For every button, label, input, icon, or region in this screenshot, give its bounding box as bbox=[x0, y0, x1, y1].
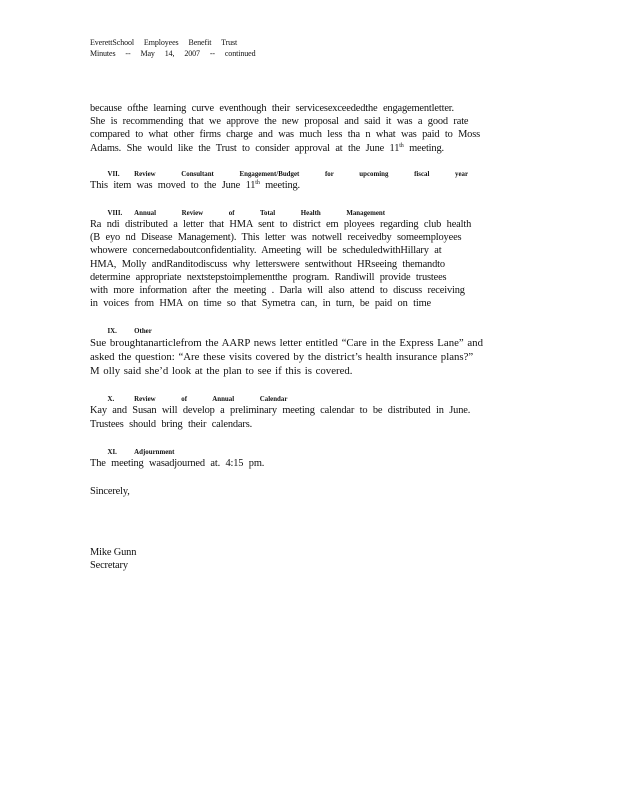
section-title: Review of Annual Calendar bbox=[134, 394, 288, 404]
section-body-xi: The meeting wasadjourned at. 4:15 pm. bbox=[90, 457, 265, 469]
section-heading-xi bbox=[90, 447, 495, 457]
text-line: asked the question: “Are these visits covered by the district’s health insurance plans?” bbox=[90, 351, 474, 364]
text-line: compared to what other firms charge and was much less tha n what was paid to Moss bbox=[90, 129, 481, 141]
section-body-viii bbox=[90, 218, 530, 310]
text-line: Ra ndi distributed a letter that HMA sent to district em ployees regarding club health bbox=[90, 219, 472, 231]
text-line: HMA, Molly andRanditodiscuss why letterswere sentwithout HRseeing themandto bbox=[90, 258, 445, 270]
signer-name: Mike Gunn bbox=[90, 547, 137, 559]
section-heading-x bbox=[90, 394, 495, 404]
text-line: Kay and Susan will develop a preliminary meeting calendar to be distributed in June. bbox=[90, 405, 471, 417]
text-line: She is recommending that we approve the new proposal and said it was a good rate bbox=[90, 116, 469, 128]
document-header bbox=[90, 37, 530, 59]
section-number: XI. bbox=[107, 446, 117, 456]
section-title: Review Consultant Engagement/Budget for upcoming fiscal year bbox=[134, 168, 469, 178]
section-number: IX. bbox=[107, 326, 117, 336]
text-line: in voices from HMA on time so that Symetra can, in turn, be paid on time bbox=[90, 298, 431, 310]
text-line: because ofthe learning curve eventhough their servicesexceededthe engagementletter. bbox=[90, 103, 454, 114]
section-title: Annual Review of Total Health Management bbox=[134, 208, 386, 218]
section-heading-ix bbox=[90, 326, 495, 336]
section-heading-vii bbox=[90, 169, 495, 179]
minutes-page bbox=[90, 37, 530, 573]
text-fragment: meeting. bbox=[259, 179, 300, 191]
section-body-vii bbox=[90, 179, 530, 192]
text-fragment: Adams. She would like the Trust to consider approval at the June 11 bbox=[90, 142, 400, 154]
text-line: whowere concernedaboutconfidentiality. Ameeting will be scheduledwithHillary at bbox=[90, 245, 442, 257]
signer-role: Secretary bbox=[90, 560, 128, 572]
text-line bbox=[90, 142, 530, 155]
signature-block bbox=[90, 546, 530, 572]
section-title: Other bbox=[134, 326, 152, 336]
header-subtitle: Minutes -- May 14, 2007 -- continued bbox=[90, 49, 256, 58]
text-line: determine appropriate nextstepstoimplementthe program. Randiwill provide trustees bbox=[90, 271, 447, 283]
text-fragment: meeting. bbox=[403, 142, 444, 154]
intro-paragraph bbox=[90, 102, 530, 155]
ordinal-suffix: th bbox=[399, 142, 404, 149]
section-number: VIII. bbox=[107, 208, 123, 218]
section-number: VII. bbox=[107, 168, 120, 178]
text-fragment: This item was moved to the June 11 bbox=[90, 179, 256, 191]
text-line: Sue broughtanarticlefrom the AARP news letter entitled “Care in the Express Lane” and bbox=[90, 337, 483, 350]
section-number: X. bbox=[107, 394, 115, 404]
header-title: EverettSchool Employees Benefit Trust bbox=[90, 38, 238, 47]
text-line: with more information after the meeting . Darla will also attend to discuss receiving bbox=[90, 285, 465, 297]
section-body-x bbox=[90, 404, 530, 430]
section-heading-viii bbox=[90, 208, 495, 218]
text-line: Trustees should bring their calendars. bbox=[90, 418, 253, 430]
section-title: Adjournment bbox=[134, 446, 175, 456]
text-line: (B eyo nd Disease Management). This letter was notwell receivedby someemployees bbox=[90, 232, 462, 244]
closing-salutation: Sincerely, bbox=[90, 486, 130, 498]
ordinal-suffix: th bbox=[255, 179, 260, 186]
section-body-ix bbox=[90, 336, 530, 378]
text-line: M olly said she’d look at the plan to see if this is covered. bbox=[90, 365, 353, 378]
